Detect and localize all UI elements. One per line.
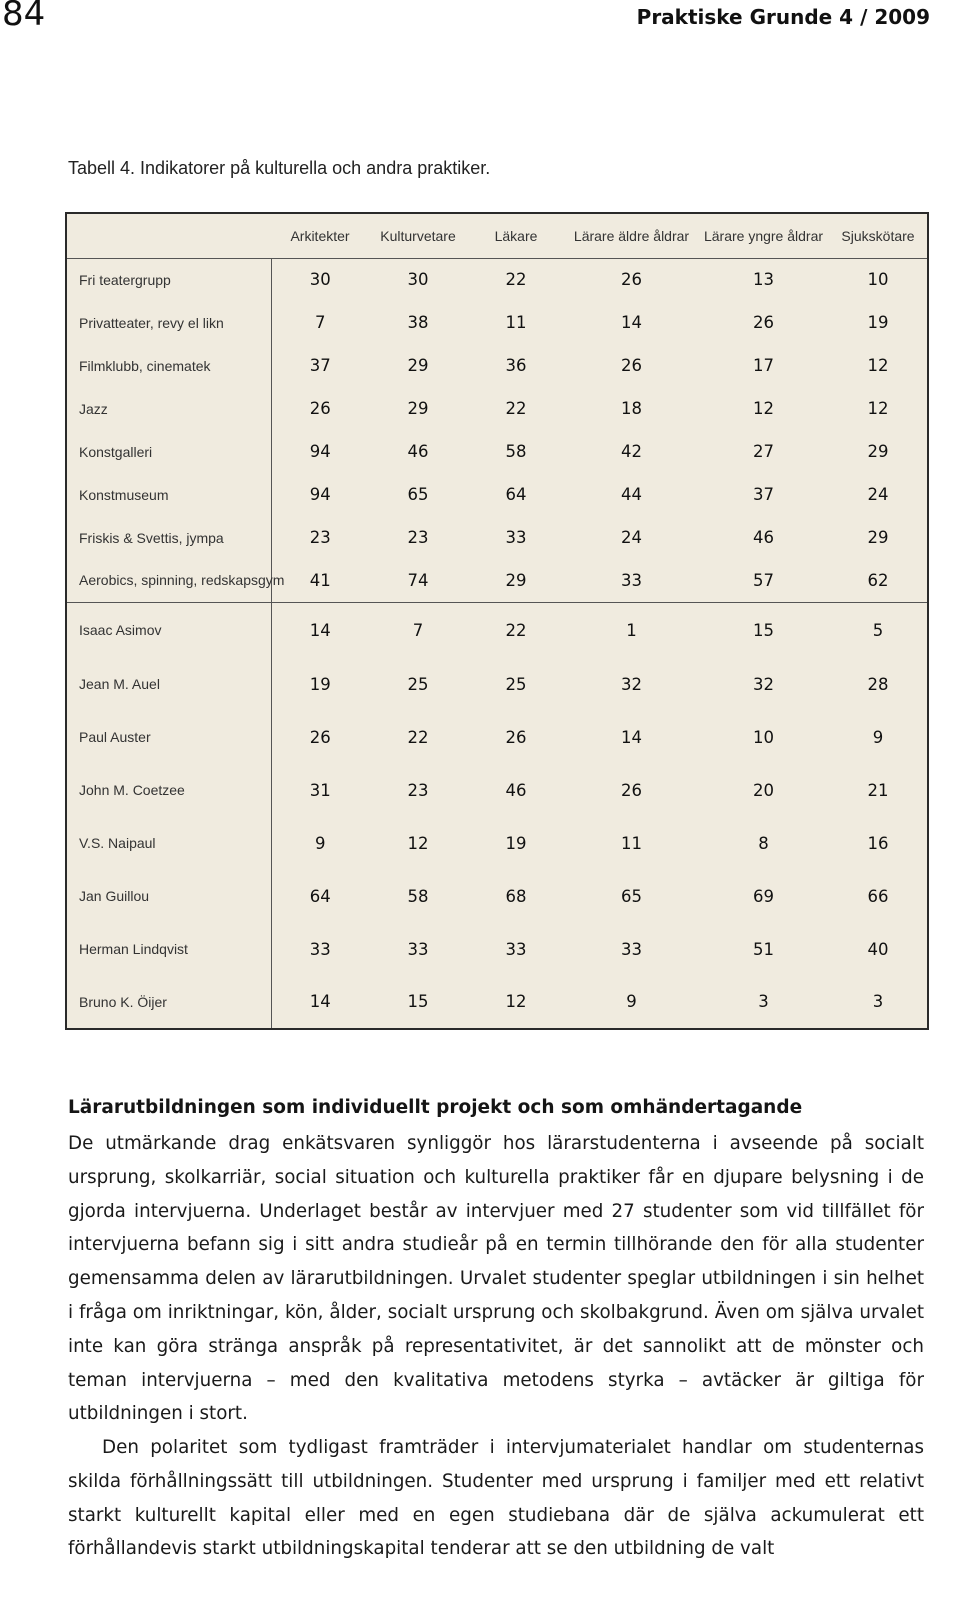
row-label: Jan Guillou <box>66 870 271 923</box>
table-row <box>66 923 928 976</box>
table-cell: 29 <box>867 442 889 462</box>
table-cell: 57 <box>698 559 829 602</box>
table-cell: 74 <box>369 559 467 602</box>
table-row <box>66 344 928 387</box>
table-cell: 22 <box>505 270 527 290</box>
table-row <box>66 258 928 301</box>
table-cell: 15 <box>407 992 429 1012</box>
row-label: V.S. Naipaul <box>66 817 271 870</box>
table-cell: 68 <box>505 886 527 906</box>
table-cell: 14 <box>621 313 642 333</box>
table-cell: 7 <box>412 620 424 640</box>
table-cell: 9 <box>315 833 326 853</box>
table-cell: 94 <box>309 485 331 505</box>
row-label: Jazz <box>66 387 271 430</box>
table-cell: 21 <box>867 780 889 800</box>
table-cell: 46 <box>505 780 527 800</box>
table-cell: 64 <box>309 886 331 906</box>
row-label: Isaac Asimov <box>66 602 271 658</box>
table-cell: 26 <box>505 727 527 747</box>
table-body <box>66 258 928 1029</box>
table-caption: Tabell 4. Indikatorer på kulturella och andra praktiker. <box>68 158 491 178</box>
table-cell: 65 <box>407 485 429 505</box>
section-heading: Lärarutbildningen som individuellt projekt och som omhändertagande <box>68 1097 803 1118</box>
table-cell: 9 <box>872 727 884 747</box>
table-row <box>66 430 928 473</box>
table-cell: 26 <box>309 727 331 747</box>
table-cell: 23 <box>309 528 331 548</box>
table-cell: 41 <box>271 559 369 602</box>
table-cell: 26 <box>753 313 774 333</box>
column-header: Kulturvetare <box>369 213 467 258</box>
table-cell: 64 <box>505 485 527 505</box>
table-cell: 26 <box>621 270 642 290</box>
table-row <box>66 817 928 870</box>
table-cell: 58 <box>407 886 429 906</box>
table-cell: 24 <box>867 485 889 505</box>
table-cell: 8 <box>758 833 769 853</box>
table-cell: 10 <box>867 270 889 290</box>
row-label: Herman Lindqvist <box>66 923 271 976</box>
column-header: Lärare yngre åldrar <box>698 213 829 258</box>
table-cell: 33 <box>505 528 527 548</box>
table-cell: 19 <box>867 313 889 333</box>
table-cell: 46 <box>753 528 774 548</box>
table-cell: 14 <box>621 727 642 747</box>
table-cell: 69 <box>753 886 774 906</box>
table-cell: 31 <box>309 780 331 800</box>
table-cell: 33 <box>621 939 642 959</box>
row-label: Fri teatergrupp <box>66 258 271 301</box>
table-cell: 26 <box>621 780 642 800</box>
table-cell: 27 <box>753 442 774 462</box>
table-cell: 44 <box>621 485 642 505</box>
table-cell: 94 <box>309 442 331 462</box>
table-cell: 30 <box>309 270 331 290</box>
table-row <box>66 559 928 602</box>
table-cell: 12 <box>505 992 527 1012</box>
table-cell: 11 <box>621 833 642 853</box>
table-row <box>66 516 928 559</box>
table-row <box>66 658 928 711</box>
row-label: Jean M. Auel <box>66 658 271 711</box>
table-row <box>66 976 928 1029</box>
table-cell: 12 <box>867 399 889 419</box>
row-label: Privatteater, revy el likn <box>66 301 271 344</box>
table-cell: 29 <box>407 356 429 376</box>
table-cell: 32 <box>753 674 774 694</box>
table-cell: 3 <box>872 992 884 1012</box>
table-cell: 42 <box>621 442 642 462</box>
table-row <box>66 387 928 430</box>
table-cell: 9 <box>626 992 637 1012</box>
table-cell: 33 <box>565 559 698 602</box>
table-row <box>66 301 928 344</box>
column-header: Sjukskötare <box>829 213 928 258</box>
body-paragraph: Den polaritet som tydligast framträder i intervjumaterialet handlar om studenternas skilda förhållningssätt till utbildningen. Studenter med ursprung i familjer med ett relativt starkt kulturellt kapital eller med en egen studiebana där de själva ackumulerat ett förhållandevis starkt utbildningskapital tenderar att se den utbildning de valt <box>68 1437 924 1560</box>
table-cell: 23 <box>407 780 429 800</box>
table-cell: 10 <box>753 727 774 747</box>
indicator-table <box>65 212 929 1030</box>
page-number: 84 <box>2 0 46 34</box>
table-cell: 24 <box>621 528 642 548</box>
column-header: Läkare <box>467 213 565 258</box>
table-cell: 16 <box>867 833 889 853</box>
row-label: Konstgalleri <box>66 430 271 473</box>
table-cell: 3 <box>758 992 769 1012</box>
table-cell: 33 <box>505 939 527 959</box>
table-cell: 37 <box>309 356 331 376</box>
table-cell: 1 <box>626 620 637 640</box>
table-cell: 22 <box>505 620 527 640</box>
table-cell: 29 <box>867 528 889 548</box>
table-cell: 66 <box>867 886 889 906</box>
table-row <box>66 764 928 817</box>
body-paragraph: De utmärkande drag enkätsvaren synliggör hos lärarstudenterna i avseende på socialt ursprung, skolkarriär, social situation och kulturella praktiker får en djupare belysning i de gjorda intervjuerna. Underlaget består av intervjuer med 27 studenter som vid tillfället för intervjuerna befann sig i sitt andra studieår på en termin tillhörande den för alla studenter gemensamma delen av lärarutbildningen. Urvalet studenter speglar utbildningen i sin helhet i fråga om inriktningar, kön, ålder, socialt ursprung och skolbakgrund. Även om själva urvalet inte kan göra stränga anspråk på representativitet, är det sannolikt att de mönster och teman intervjuerna – med den kvalitativa metodens styrka – avtäcker är giltiga för utbildningen i stort. <box>68 1133 924 1425</box>
table-cell: 18 <box>621 399 642 419</box>
table-cell: 40 <box>867 939 889 959</box>
row-label: Filmklubb, cinematek <box>66 344 271 387</box>
table-cell: 7 <box>315 313 326 333</box>
table-cell: 33 <box>407 939 429 959</box>
table-cell: 13 <box>753 270 774 290</box>
row-label: John M. Coetzee <box>66 764 271 817</box>
table-cell: 19 <box>309 674 331 694</box>
header-corner-cell <box>66 213 271 258</box>
table-row <box>66 602 928 658</box>
row-label: Friskis & Svettis, jympa <box>66 516 271 559</box>
table-row <box>66 870 928 923</box>
table-cell: 26 <box>621 356 642 376</box>
journal-running-header: Praktiske Grunde 4 / 2009 <box>636 5 930 29</box>
table-cell: 51 <box>753 939 774 959</box>
table-cell: 37 <box>753 485 774 505</box>
table-cell: 29 <box>467 559 565 602</box>
row-label: Paul Auster <box>66 711 271 764</box>
table-cell: 11 <box>505 313 527 333</box>
table-cell: 23 <box>407 528 429 548</box>
table-cell: 58 <box>505 442 527 462</box>
table-cell: 12 <box>753 399 774 419</box>
table-cell: 25 <box>505 674 527 694</box>
row-label: Bruno K. Öijer <box>66 976 271 1029</box>
table-cell: 12 <box>407 833 429 853</box>
row-label: Aerobics, spinning, redskapsgym <box>66 559 271 602</box>
table-header-row <box>66 213 928 258</box>
table-row <box>66 473 928 516</box>
table-cell: 19 <box>505 833 527 853</box>
table-cell: 30 <box>407 270 429 290</box>
table-cell: 25 <box>407 674 429 694</box>
column-header: Lärare äldre åldrar <box>565 213 698 258</box>
table-cell: 36 <box>505 356 527 376</box>
table-cell: 28 <box>867 674 889 694</box>
table-cell: 46 <box>407 442 429 462</box>
table-cell: 20 <box>753 780 774 800</box>
table-row <box>66 711 928 764</box>
table-cell: 15 <box>753 620 774 640</box>
row-label: Konstmuseum <box>66 473 271 516</box>
table-cell: 17 <box>753 356 774 376</box>
table-cell: 14 <box>309 620 331 640</box>
table-cell: 22 <box>407 727 429 747</box>
table-cell: 26 <box>309 399 331 419</box>
table-cell: 22 <box>505 399 527 419</box>
table-cell: 65 <box>621 886 642 906</box>
table-cell: 5 <box>872 620 884 640</box>
column-header: Arkitekter <box>271 213 369 258</box>
table-cell: 29 <box>407 399 429 419</box>
table-cell: 62 <box>829 559 928 602</box>
table-cell: 32 <box>621 674 642 694</box>
table-cell: 33 <box>309 939 331 959</box>
table-cell: 38 <box>407 313 429 333</box>
table-cell: 14 <box>309 992 331 1012</box>
table-cell: 12 <box>867 356 889 376</box>
